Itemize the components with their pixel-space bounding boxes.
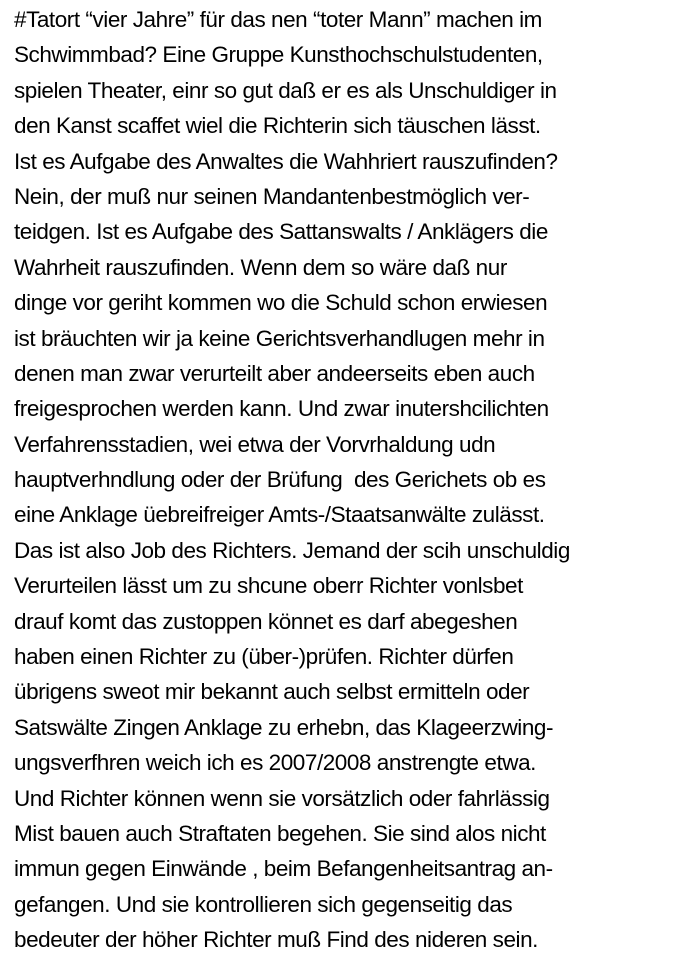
text-line: den Kanst scaffet wiel die Richterin sich täuschen lässt. (14, 113, 541, 139)
text-line: Mist bauen auch Straftaten begehen. Sie sind alos nicht (14, 820, 546, 846)
text-line: Schwimmbad? Eine Gruppe Kunsthochschulstudenten, (14, 42, 543, 68)
text-line: immun gegen Einwände , beim Befangenheitsantrag an- (14, 856, 553, 882)
text-line: freigesprochen werden kann. Und zwar inutershcilichten (14, 396, 549, 422)
text-line: gefangen. Und sie kontrollieren sich gegenseitig das (14, 891, 513, 917)
text-line: ist bräuchten wir ja keine Gerichtsverhandlugen mehr in (14, 325, 545, 351)
text-line: hauptverhndlung oder der Brüfung des Gerichets ob es (14, 467, 546, 493)
text-line: dinge vor geriht kommen wo die Schuld schon erwiesen (14, 290, 548, 316)
text-line: Und Richter können wenn sie vorsätzlich oder fahrlässig (14, 785, 550, 811)
text-line: bedeuter der höher Richter muß Find des nideren sein. (14, 927, 538, 953)
text-line: #Tatort “vier Jahre” für das nen “toter Mann” machen im (14, 7, 542, 32)
text-line: übrigens sweot mir bekannt auch selbst ermitteln oder (14, 679, 530, 705)
text-line: Nein, der muß nur seinen Mandantenbestmöglich ver- (14, 183, 530, 209)
text-line: spielen Theater, einr so gut daß er es als Unschuldiger in (14, 77, 557, 103)
text-line: Verfahrensstadien, wei etwa der Vorvrhaldung udn (14, 431, 496, 457)
text-line: Wahrheit rauszufinden. Wenn dem so wäre daß nur (14, 254, 507, 280)
text-line: denen man zwar verurteilt aber andeerseits eben auch (14, 360, 535, 386)
text-line: Ist es Aufgabe des Anwaltes die Wahhriert rauszufinden? (14, 148, 558, 174)
text-line: eine Anklage üebreifreiger Amts-/Staatsanwälte zulässt. (14, 502, 545, 528)
text-line: haben einen Richter zu (über-)prüfen. Richter dürfen (14, 644, 514, 670)
text-line: Satswälte Zingen Anklage zu erhebn, das Klageerzwing- (14, 714, 553, 740)
body-text (14, 2, 682, 958)
text-line: ungsverfhren weich ich es 2007/2008 anstrengte etwa. (14, 750, 536, 776)
text-line: Das ist also Job des Richters. Jemand der scih unschuldig (14, 537, 570, 563)
text-line: Verurteilen lässt um zu shcune oberr Richter vonlsbet (14, 573, 523, 599)
text-line: teidgen. Ist es Aufgabe des Sattanswalts / Anklägers die (14, 219, 548, 245)
text-line: drauf komt das zustoppen könnet es darf abegeshen (14, 608, 518, 634)
